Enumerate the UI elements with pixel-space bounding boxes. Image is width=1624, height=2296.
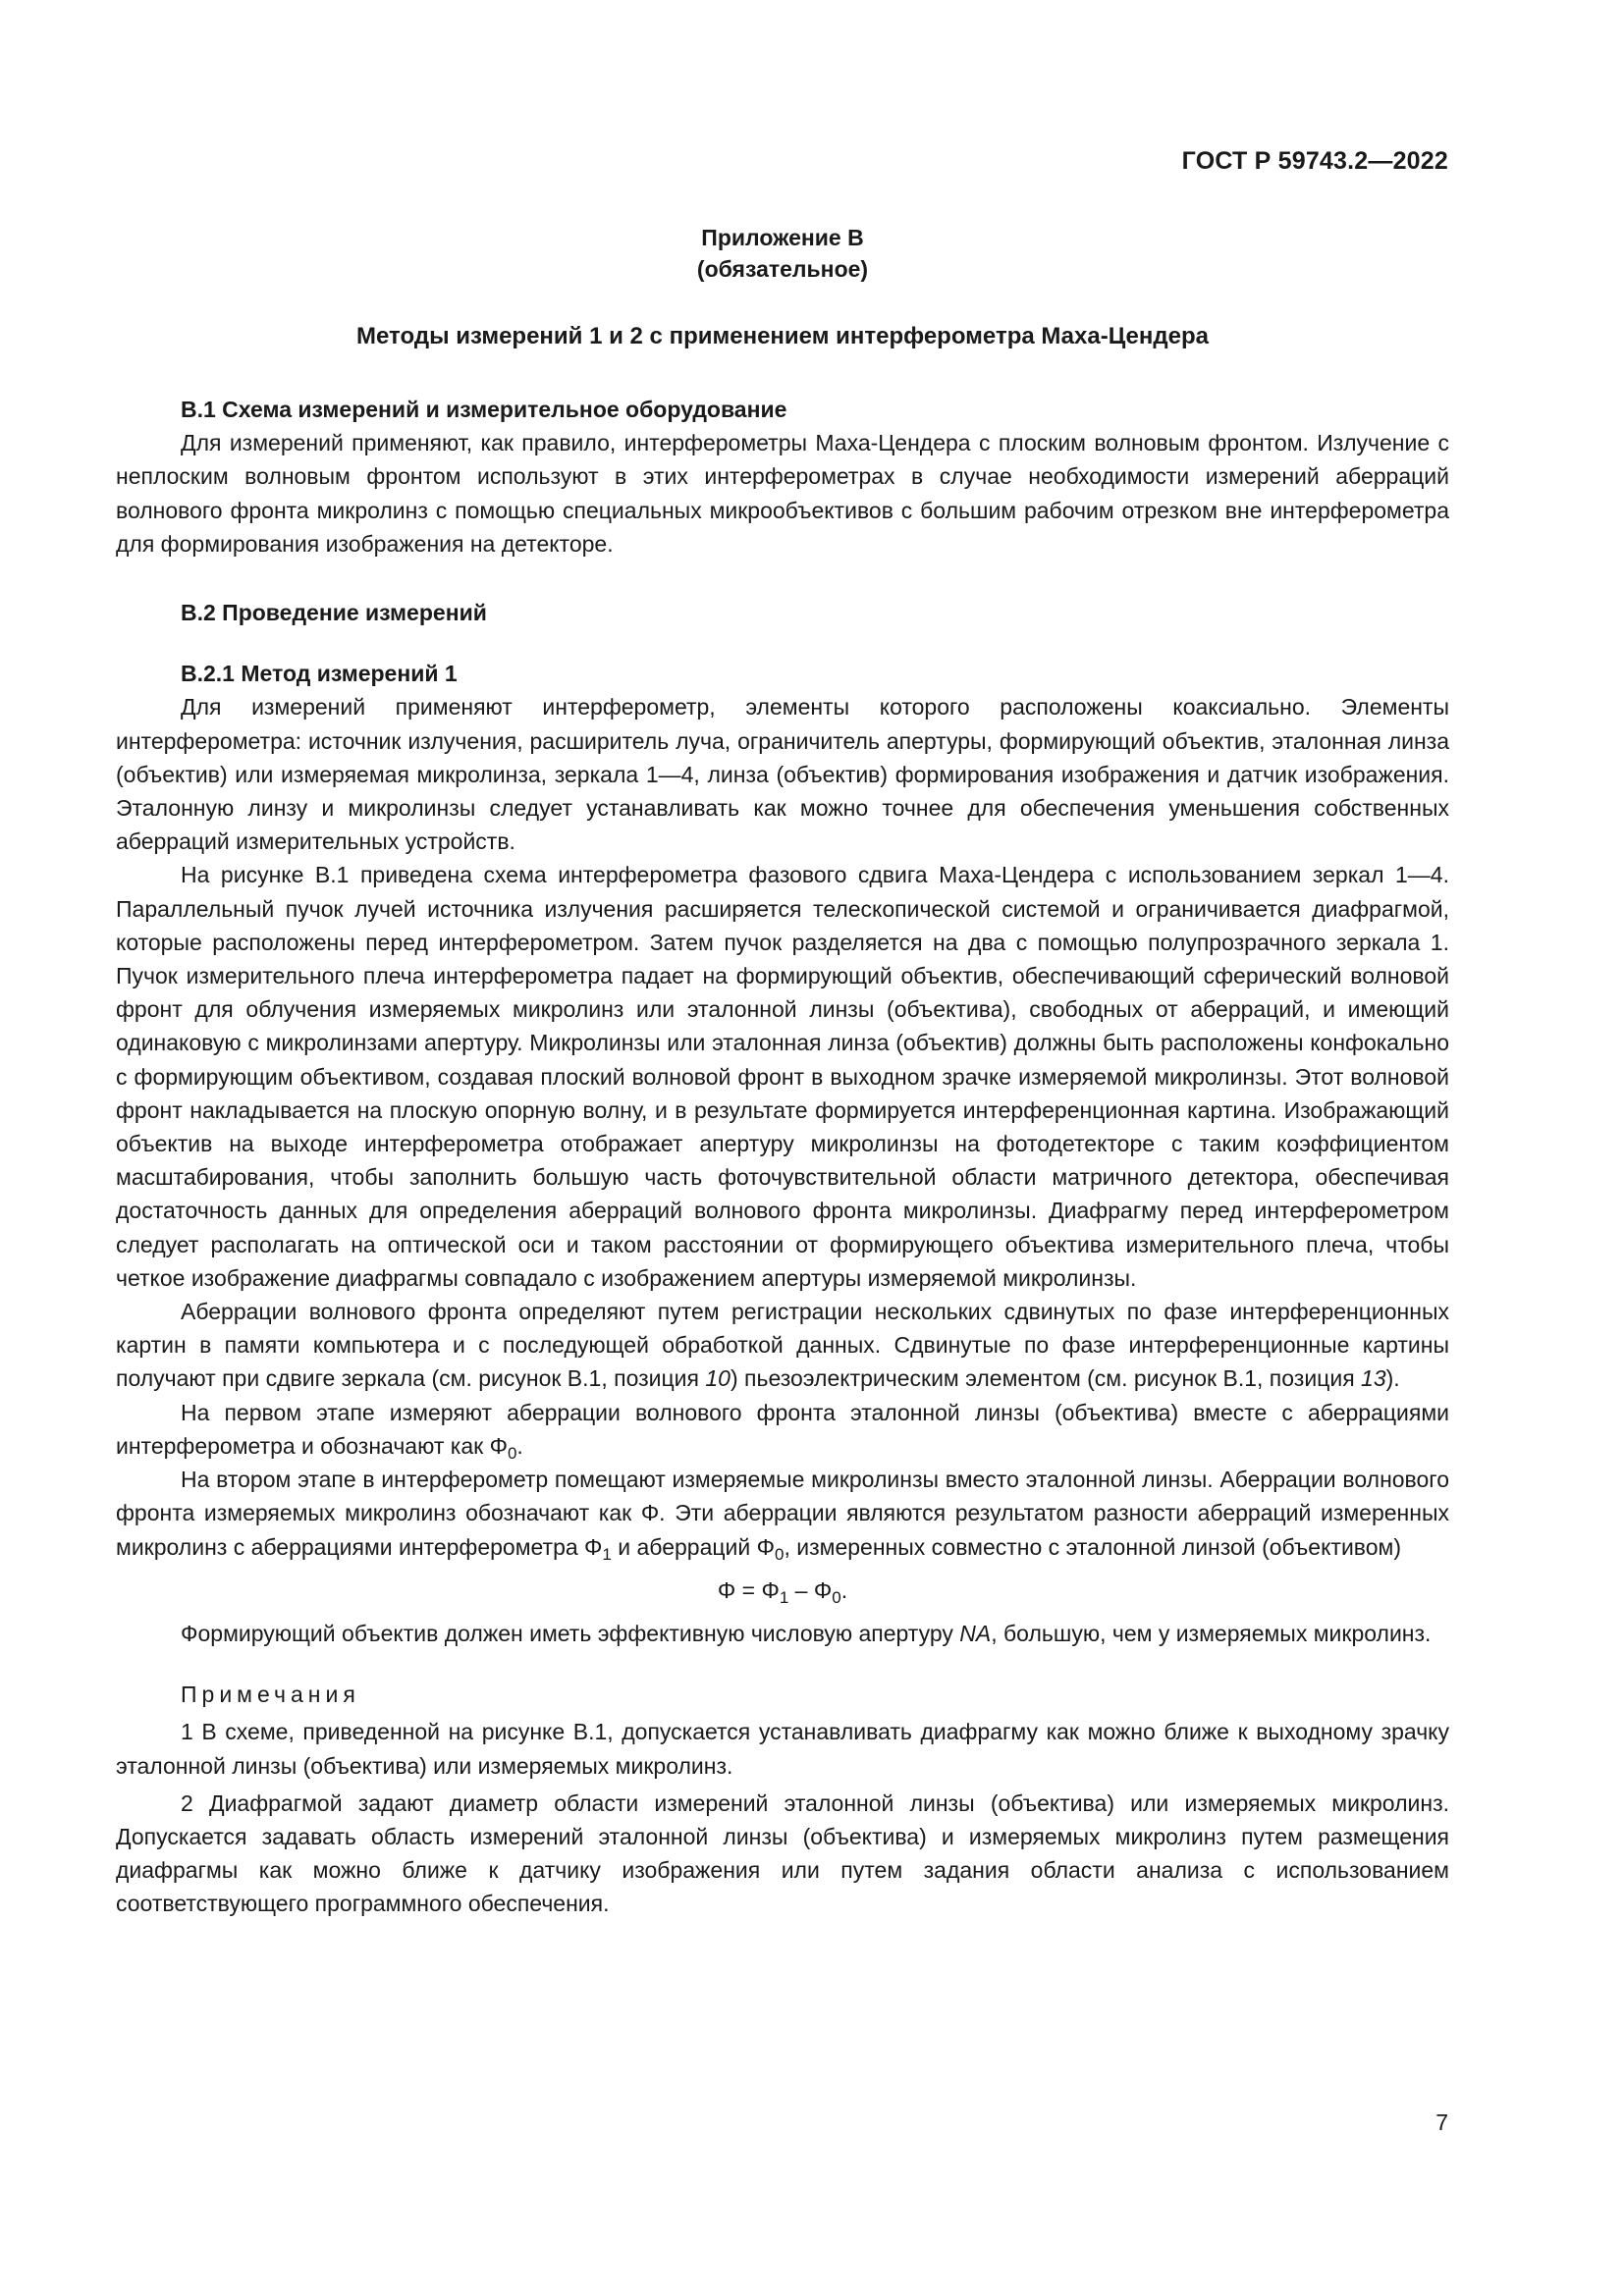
formula (116, 1574, 1449, 1607)
appendix-main-title: Методы измерений 1 и 2 с применением интерферометра Маха-Цендера (356, 323, 1209, 349)
formula-subscript-2: 0 (832, 1587, 841, 1607)
section-b21-paragraph-6 (116, 1617, 1449, 1650)
p3-position-ref-2: 13 (1361, 1365, 1386, 1392)
section-b21-paragraph-3 (116, 1295, 1449, 1396)
page-content (116, 222, 1449, 1921)
formula-mid: – Φ (788, 1576, 833, 1603)
p4-subscript: 0 (507, 1443, 517, 1463)
p3-position-ref-1: 10 (705, 1365, 731, 1392)
page-number: 7 (1435, 2109, 1448, 2135)
document-id-header: ГОСТ Р 59743.2—2022 (1181, 147, 1448, 175)
p5-subscript-2: 0 (775, 1544, 785, 1564)
p4-text: На первом этапе измеряют аберрации волнового фронта эталонной линзы (объектива) вместе с аберрациями интерферометра и обозначают как Φ (116, 1399, 1449, 1459)
p6-text-1: Формирующий объектив должен иметь эффективную числовую апертуру (181, 1620, 960, 1646)
notes-title: Примечания (181, 1682, 360, 1708)
p5-text-2: и аберраций Φ (611, 1533, 775, 1560)
appendix-title: Приложение В (701, 225, 864, 250)
formula-left: Φ = Φ (717, 1576, 780, 1603)
section-b21-paragraph-4 (116, 1396, 1449, 1463)
section-b1-paragraph: Для измерений применяют, как правило, интерферометры Маха-Цендера с плоским волновым фронтом. Излучение с неплоским волновым фронтом используют в этих интерферометрах в случае необходимости измерений аберраций волнового фронта микролинз с помощью специальных микрообъективов с большим рабочим отрезком вне интерферометра для формирования изображения на детекторе. (116, 430, 1449, 557)
p4-end: . (516, 1432, 523, 1459)
p5-text-3: , измеренных совместно с эталонной линзой (объективом) (784, 1533, 1402, 1560)
appendix-status: (обязательное) (696, 256, 869, 282)
section-b21-paragraph-1: Для измерений применяют интерферометр, элементы которого расположены коаксиально. Элементы интерферометра: источник излучения, расширитель луча, ограничитель апертуры, формирующий объектив, эталонная линза (объектив) или измеряемая микролинза, зеркала 1—4, линза (объектив) формирования изображения и датчик изображения. Эталонную линзу и микролинзы следует устанавливать как можно точнее для обеспечения уменьшения собственных аберраций измерительных устройств. (116, 694, 1449, 855)
formula-end: . (840, 1576, 848, 1603)
section-b21-heading: В.2.1 Метод измерений 1 (181, 661, 458, 687)
note-1: 1 В схеме, приведенной на рисунке В.1, допускается устанавливать диафрагму как можно ближе к выходному зрачку эталонной линзы (объектива) или измеряемых микролинз. (116, 1719, 1449, 1779)
p3-text-1: Аберрации волнового фронта определяют путем регистрации нескольких сдвинутых по фазе интерференционных картин в памяти компьютера и с последующей обработкой данных. Сдвинутые по фазе интерференционные картины получают при сдвиге зеркала (см. рисунок В.1, позиция (116, 1299, 1449, 1392)
p5-subscript-1: 1 (602, 1544, 612, 1564)
section-b21-paragraph-2: На рисунке В.1 приведена схема интерферометра фазового сдвига Маха-Цендера с использованием зеркал 1—4. Параллельный пучок лучей источника излучения расширяется телескопической системой и ограничивается диафрагмой, которые расположены перед интерферометром. Затем пучок разделяется на два с помощью полупрозрачного зеркала 1. Пучок измерительного плеча интерферометра падает на формирующий объектив, обеспечивающий сферический волновой фронт для облучения измеряемых микролинз или эталонной линзы (объектива), свободных от аберраций, и имеющий одинаковую с микролинзами апертуру. Микролинзы или эталонная линза (объектив) должны быть расположены конфокально с формирующим объективом, создавая плоский волновой фронт в выходном зрачке измеряемой микролинзы. Этот волновой фронт накладывается на плоскую опорную волну, и в результате формируется интерференционная картина. Изображающий объектив на выходе интерферометра отображает апертуру микролинзы на фотодетекторе с таким коэффициентом масштабирования, чтобы заполнить большую часть фоточувствительной области матричного детектора, обеспечивая достаточность данных для определения аберраций волнового фронта микролинзы. Диафрагму перед интерферометром следует располагать на оптической оси и таком расстоянии от формирующего объектива измерительного плеча, чтобы четкое изображение диафрагмы совпадало с изображением апертуры измеряемой микролинзы. (116, 862, 1449, 1291)
section-b2-heading: В.2 Проведение измерений (181, 600, 487, 626)
section-b21-paragraph-5 (116, 1463, 1449, 1564)
p3-text-3: ). (1385, 1365, 1400, 1392)
formula-subscript-1: 1 (779, 1587, 789, 1607)
p6-text-2: , большую, чем у измеряемых микролинз. (991, 1620, 1432, 1646)
p3-text-2: ) пьезоэлектрическим элементом (см. рисунок В.1, позиция (730, 1365, 1362, 1392)
note-2: 2 Диафрагмой задают диаметр области измерений эталонной линзы (объектива) или измеряемых микролинз. Допускается задавать область измерений эталонной линзы (объектива) и измеряемых микролинз путем размещения диафрагмы как можно ближе к датчику изображения или путем задания области анализа с использованием соответствующего программного обеспечения. (116, 1789, 1449, 1917)
section-b1-heading: В.1 Схема измерений и измерительное оборудование (181, 397, 787, 422)
p6-na-symbol: NA (959, 1620, 992, 1646)
p5-text-1: На втором этапе в интерферометр помещают измеряемые микролинзы вместо эталонной линзы. Аберрации волнового фронта измеряемых микролинз обозначают как Φ. Эти аберрации являются результатом разности аберраций измеренных микролинз с аберрациями интерферометра Φ (116, 1467, 1449, 1560)
